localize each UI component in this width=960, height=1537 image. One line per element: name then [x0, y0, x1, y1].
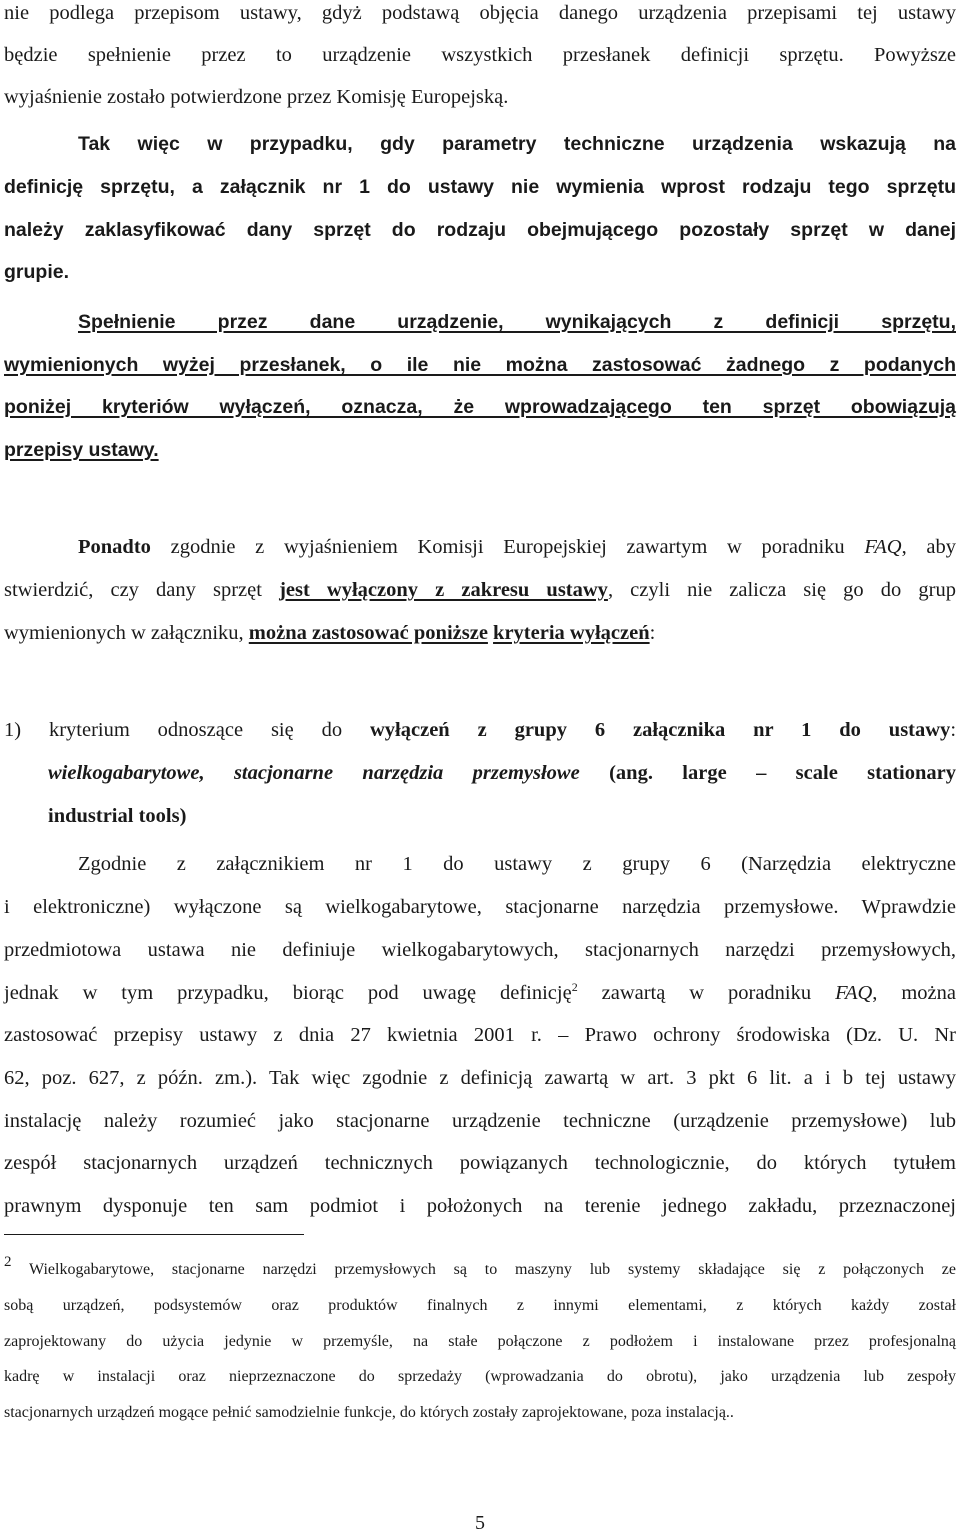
text-span: Wielkogabarytowe, stacjonarne narzędzi przemysłowych są to maszyny lub systemy składające się z połączonych ze [11, 1261, 956, 1278]
text-line [78, 534, 956, 560]
text-span: jednak w tym przypadku, biorąc pod uwagę definicję [4, 982, 572, 1004]
text-line: należy zaklasyfikować dany sprzęt do rodzaju obejmującego pozostały sprzęt w danej [4, 219, 956, 241]
footnote-line: sobą urządzeń, podsystemów oraz produktów finalnych z innymi elementami, z których każdy został [4, 1297, 956, 1314]
text-line: Zgodnie z załącznikiem nr 1 do ustawy z grupy 6 (Narzędzia elektryczne [78, 853, 956, 875]
list-item [4, 717, 956, 743]
text-line [4, 620, 956, 646]
text-line: zespół stacjonarnych urządzeń technicznych powiązanych technologicznie, do których tytułem [4, 1152, 956, 1174]
text-span: kryterium odnoszące się do [21, 719, 370, 741]
text-line: instalację należy rozumieć jako stacjonarne urządzenie techniczne (urządzenie przemysłowe) lub [4, 1110, 956, 1132]
text-line: Tak więc w przypadku, gdy parametry techniczne urządzenia wskazują na [78, 133, 956, 155]
text-span: stwierdzić, czy dany sprzęt [4, 579, 280, 601]
text-line: poniżej kryteriów wyłączeń, oznacza, że wprowadzającego ten sprzęt obowiązują [4, 396, 956, 418]
text-line: 62, poz. 627, z późn. zm.). Tak więc zgodnie z definicją zawartą w art. 3 pkt 6 lit. a i b tej ustawy [4, 1067, 956, 1089]
text-line [48, 760, 956, 786]
text-line [4, 577, 956, 603]
text-line: przepisy ustawy. [4, 439, 159, 461]
footnote-line: kadrę w instalacji oraz nieprzeznaczone do sprzedaży (wprowadzania do obrotu), jako urządzenia lub zespoły [4, 1368, 956, 1385]
text-line [4, 980, 956, 1006]
bold-underlined-term: można zastosować poniższe [248, 622, 488, 644]
footnote-line: stacjonarnych urządzeń mogące pełnić samodzielnie funkcje, do których zostały zaprojektowane, poza instalacją.. [4, 1404, 734, 1421]
bold-underlined-term: kryteria wyłączeń [493, 622, 650, 644]
footnote-line: zaprojektowany do użycia jedynie w przemyśle, na stałe połączone z podłożem i instalowane przez profesjonalną [4, 1333, 956, 1350]
text-span: zawartą w poradniku [577, 982, 836, 1004]
footnote-number: 2 [4, 1254, 12, 1270]
text-line: przedmiotowa ustawa nie definiuje wielkogabarytowych, stacjonarnych narzędzi przemysłowych, [4, 939, 956, 961]
text-span: , można [872, 982, 956, 1004]
text-line: industrial tools) [48, 805, 187, 827]
text-span: zgodnie z wyjaśnieniem Komisji Europejskiej zawartym w poradniku [150, 536, 865, 558]
footnote-separator [4, 1234, 304, 1235]
text-span: : [649, 622, 656, 644]
text-line: zastosować przepisy ustawy z dnia 27 kwietnia 2001 r. – Prawo ochrony środowiska (Dz. U. Nr [4, 1024, 956, 1046]
text-span: , aby [901, 536, 956, 558]
bold-term: wyłączeń z grupy 6 załącznika nr 1 do ustawy [370, 719, 951, 741]
text-line: i elektroniczne) wyłączone są wielkogabarytowe, stacjonarne narzędzia przemysłowe. Wprawdzie [4, 896, 956, 918]
text-span: : [950, 719, 957, 741]
text-line: Spełnienie przez dane urządzenie, wynikających z definicji sprzętu, [78, 311, 956, 333]
text-line: grupie. [4, 261, 70, 283]
text-line: będzie spełnienie przez to urządzenie wszystkich przesłanek definicji sprzętu. Powyższe [4, 44, 956, 66]
text-line: nie podlega przepisom ustawy, gdyż podstawą objęcia danego urządzenia przepisami tej ustawy [4, 2, 956, 24]
text-line: wymienionych wyżej przesłanek, o ile nie można zastosować żadnego z podanych [4, 354, 956, 376]
page-number: 5 [475, 1512, 485, 1534]
bold-term: (ang. large – scale stationary [579, 762, 956, 784]
footnote-reference: 2 [571, 980, 578, 995]
footnote-line [4, 1254, 956, 1280]
bold-term: Ponadto [78, 536, 151, 558]
bold-italic-term: wielkogabarytowe, stacjonarne narzędzia przemysłowe [48, 762, 580, 784]
text-line: definicję sprzętu, a załącznik nr 1 do ustawy nie wymienia wprost rodzaju tego sprzętu [4, 176, 956, 198]
text-line: prawnym dysponuje ten sam podmiot i położonych na terenie jednego zakładu, przeznaczonej [4, 1195, 956, 1217]
italic-term: FAQ [835, 982, 873, 1004]
text-line: wyjaśnienie zostało potwierdzone przez Komisję Europejską. [4, 86, 509, 108]
list-number: 1) [4, 719, 22, 741]
bold-underlined-term: jest wyłączony z zakresu ustawy [279, 579, 608, 601]
text-span: wymienionych w załączniku, [4, 622, 249, 644]
text-span: , czyli nie zalicza się go do grup [607, 579, 956, 601]
italic-term: FAQ [864, 536, 902, 558]
